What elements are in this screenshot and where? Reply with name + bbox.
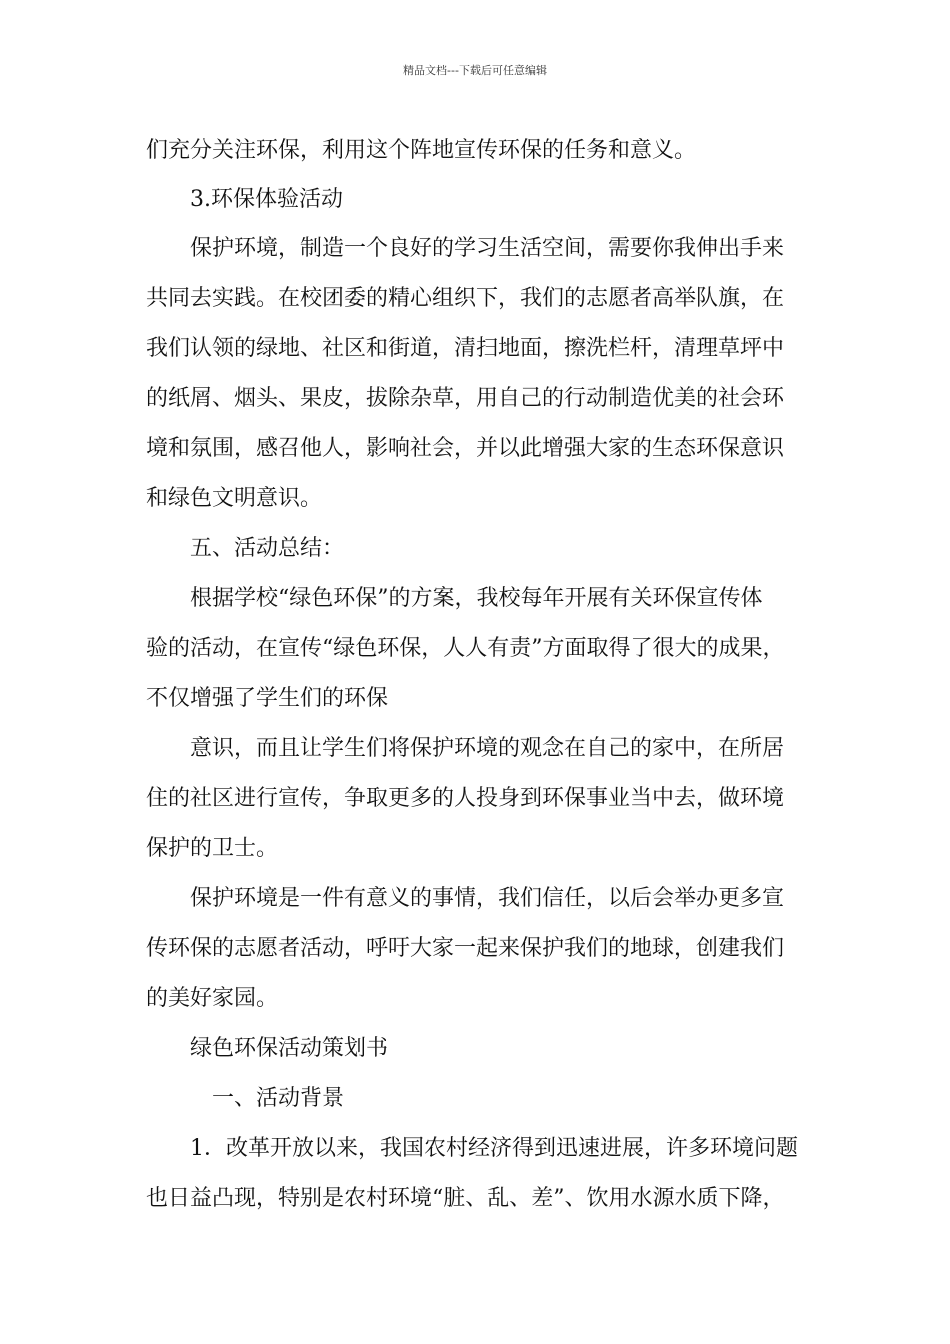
paragraph-line: 的美好家园。 [146,986,279,1011]
paragraph-line: 传环保的志愿者活动，呼吁大家一起来保护我们的地球，创建我们 [146,936,785,961]
paragraph-line: 也日益凸现，特别是农村环境“脏、乱、差”、饮用水源水质下降， [146,1186,785,1211]
paragraph-line: 根据学校“绿色环保”的方案，我校每年开展有关环保宣传体 [190,586,763,611]
paragraph-line: 验的活动，在宣传“绿色环保，人人有责”方面取得了很大的成果， [146,636,785,661]
paragraph-line: 共同去实践。在校团委的精心组织下，我们的志愿者高举队旗，在 [146,286,785,311]
paragraph-line: 保护环境，制造一个良好的学习生活空间，需要你我伸出手来 [190,236,785,261]
paragraph-line: 不仅增强了学生们的环保 [146,686,389,711]
paragraph-line: 的纸屑、烟头、果皮，拔除杂草，用自己的行动制造优美的社会环 [146,386,785,411]
paragraph-line: 和绿色文明意识。 [146,486,323,511]
paragraph-line: 我们认领的绿地、社区和街道，清扫地面，擦洗栏杆，清理草坪中 [146,336,785,361]
section-heading: 3.环保体验活动 [190,187,343,212]
paragraph-line: 住的社区进行宣传，争取更多的人投身到环保事业当中去，做环境 [146,786,785,811]
section-heading: 一、活动背景 [212,1086,345,1111]
paragraph-line: 境和氛围，感召他人，影响社会，并以此增强大家的生态环保意识 [146,436,785,461]
section-heading: 五、活动总结： [190,536,345,561]
page-header: 精品文档---下载后可任意编辑 [403,64,547,77]
paragraph-line: 保护的卫士。 [146,836,279,861]
paragraph-line: 1．改革开放以来，我国农村经济得到迅速进展，许多环境问题 [190,1136,798,1161]
document-title: 绿色环保活动策划书 [190,1036,389,1061]
paragraph-line: 保护环境是一件有意义的事情，我们信任，以后会举办更多宣 [190,886,785,911]
paragraph-line: 意识，而且让学生们将保护环境的观念在自己的家中，在所居 [190,736,785,761]
paragraph-line: 们充分关注环保，利用这个阵地宣传环保的任务和意义。 [146,138,697,163]
